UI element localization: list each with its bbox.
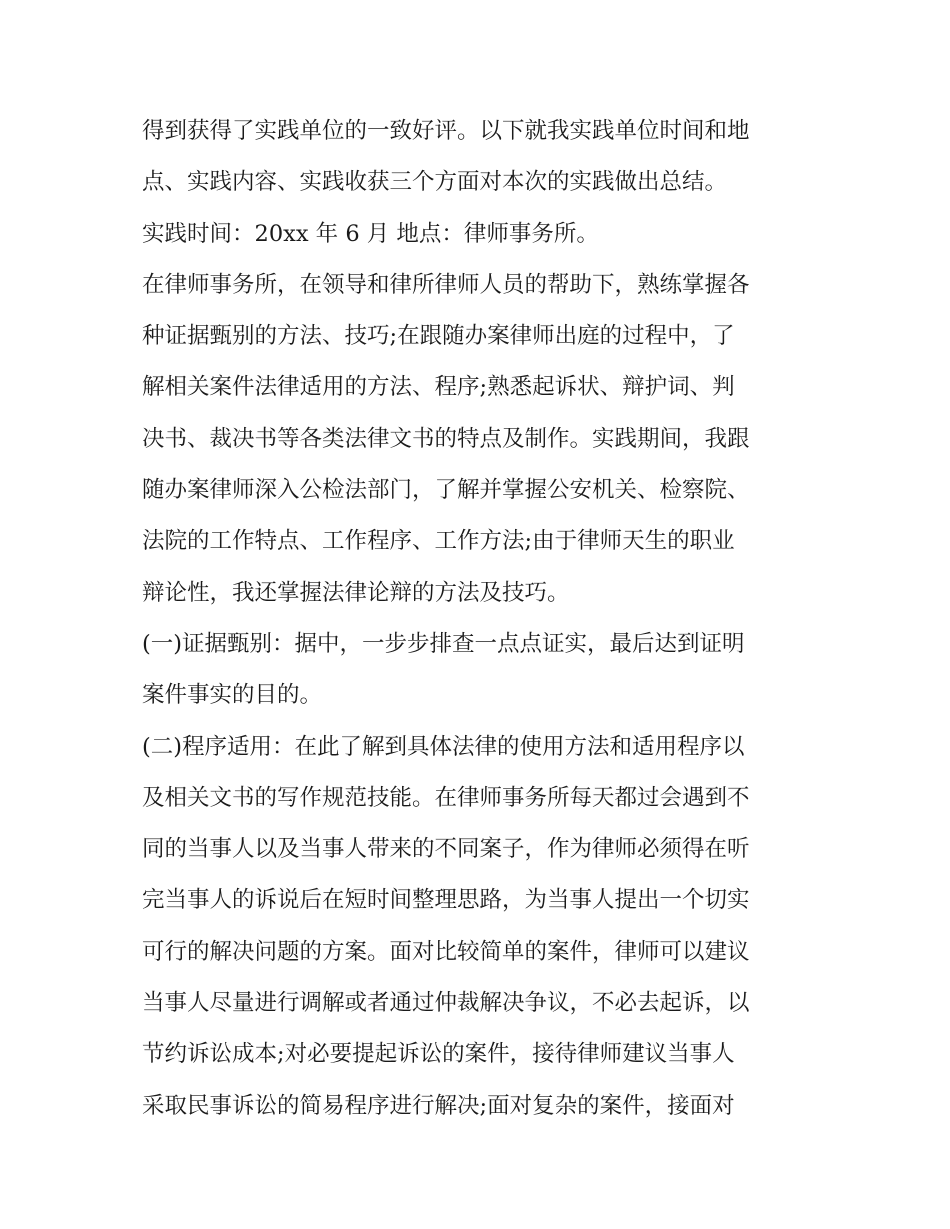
body-text	[142, 108, 822, 1134]
text-line: 在律师事务所，在领导和律所律师人员的帮助下，熟练掌握各	[142, 271, 750, 298]
text-line: 随办案律师深入公检法部门，了解并掌握公安机关、检察院、	[142, 477, 750, 504]
text-line: 辩论性，我还掌握法律论辩的方法及技巧。	[142, 579, 570, 606]
text-line: 可行的解决问题的方案。面对比较简单的案件，律师可以建议	[142, 938, 750, 965]
text-line: 点、实践内容、实践收获三个方面对本次的实践做出总结。	[142, 169, 728, 196]
text-line: 决书、裁决书等各类法律文书的特点及制作。实践期间，我跟	[142, 425, 750, 452]
text-line: 同的当事人以及当事人带来的不同案子，作为律师必须得在听	[142, 836, 750, 863]
text-line: (一)证据甄别：据中，一步步排查一点点证实，最后达到证明	[142, 630, 745, 657]
text-line: 得到获得了实践单位的一致好评。以下就我实践单位时间和地	[142, 118, 750, 144]
text-line: 种证据甄别的方法、技巧;在跟随办案律师出庭的过程中，了	[142, 323, 735, 350]
text-line: 实践时间：20xx 年 6 月 地点：律师事务所。	[142, 220, 599, 247]
text-line: 及相关文书的写作规范技能。在律师事务所每天都过会遇到不	[142, 784, 750, 811]
text-line: 法院的工作特点、工作程序、工作方法;由于律师天生的职业	[142, 528, 735, 555]
text-line: 节约诉讼成本;对必要提起诉讼的案件，接待律师建议当事人	[142, 1041, 735, 1068]
text-line: (二)程序适用：在此了解到具体法律的使用方法和适用程序以	[142, 733, 745, 760]
text-line: 采取民事诉讼的简易程序进行解决;面对复杂的案件，接面对	[142, 1092, 735, 1119]
text-line: 完当事人的诉说后在短时间整理思路，为当事人提出一个切实	[142, 887, 750, 914]
text-line: 当事人尽量进行调解或者通过仲裁解决争议，不必去起诉，以	[142, 990, 750, 1017]
text-line: 案件事实的目的。	[142, 682, 323, 709]
text-line: 解相关案件法律适用的方法、程序;熟悉起诉状、辩护词、判	[142, 374, 735, 401]
